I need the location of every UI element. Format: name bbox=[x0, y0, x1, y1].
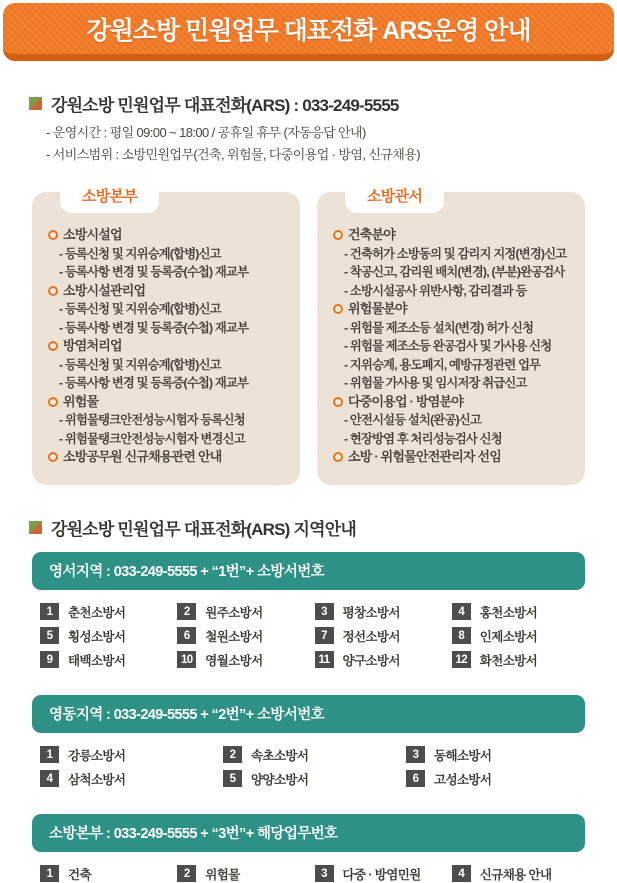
number-badge: 4 bbox=[452, 865, 471, 882]
bullet-ring-icon bbox=[333, 397, 343, 407]
station-name: 신규채용 안내 bbox=[479, 867, 552, 882]
ars-section-title-row bbox=[29, 91, 617, 116]
station-name: 양양소방서 bbox=[251, 772, 309, 787]
number-badge: 11 bbox=[315, 651, 334, 668]
station-entry bbox=[315, 627, 452, 645]
station-name: 양구소방서 bbox=[342, 653, 400, 668]
station-name: 태백소방서 bbox=[68, 653, 126, 668]
region-bar: 영서지역 : 033-249-5555 + “1번”+ 소방서번호 bbox=[32, 552, 585, 590]
station-entry bbox=[452, 865, 589, 883]
number-badge: 2 bbox=[223, 746, 242, 763]
station-entry bbox=[315, 865, 452, 883]
station-entry bbox=[315, 651, 452, 669]
number-badge: 12 bbox=[452, 651, 471, 668]
station-name: 다중 · 방염민원 bbox=[342, 867, 421, 882]
station-entry bbox=[40, 865, 177, 883]
category-label: 다중이용업 · 방염분야 bbox=[348, 393, 463, 409]
menu-item: - 등록사항 변경 및 등록증(수첩) 재교부 bbox=[59, 320, 249, 335]
station-name: 인제소방서 bbox=[479, 629, 538, 644]
menu-item: - 착공신고, 감리원 배치(변경), (부분)완공검사 bbox=[344, 265, 565, 279]
number-badge: 8 bbox=[452, 627, 471, 644]
station-name: 정선소방서 bbox=[342, 629, 400, 644]
square-bullet-icon bbox=[29, 521, 42, 534]
category-row bbox=[48, 282, 288, 301]
menu-item: - 위험물탱크안전성능시험자 등록신청 bbox=[59, 413, 245, 427]
station-entry bbox=[177, 627, 314, 645]
station-grid bbox=[40, 746, 589, 788]
menu-box bbox=[317, 188, 585, 485]
category-label: 건축분야 bbox=[348, 227, 396, 242]
number-badge: 3 bbox=[315, 603, 334, 620]
category-label: 소방시설업 bbox=[63, 227, 122, 242]
number-badge: 7 bbox=[315, 627, 334, 644]
region-block bbox=[0, 814, 617, 883]
station-name: 삼척소방서 bbox=[68, 772, 126, 787]
bullet-ring-icon bbox=[48, 452, 58, 462]
regions bbox=[0, 552, 617, 883]
category-row bbox=[48, 448, 288, 467]
station-name: 화천소방서 bbox=[479, 653, 538, 668]
region-block bbox=[0, 552, 617, 669]
number-badge: 1 bbox=[40, 603, 59, 620]
page-banner bbox=[3, 3, 614, 61]
number-badge: 10 bbox=[177, 651, 196, 668]
category-row bbox=[48, 226, 288, 245]
category-label: 방염처리업 bbox=[63, 338, 122, 353]
ars-section-title: 강원소방 민원업무 대표전화(ARS) : 033-249-5555 bbox=[51, 96, 399, 115]
menu-item: - 등록신청 및 지위승계(합병)신고 bbox=[59, 357, 221, 372]
station-name: 건축 bbox=[68, 867, 91, 882]
category-label: 소방공무원 신규채용관련 안내 bbox=[63, 449, 222, 464]
number-badge: 9 bbox=[40, 651, 59, 668]
menu-item: - 등록신청 및 지위승계(합병)신고 bbox=[59, 246, 221, 261]
number-badge: 5 bbox=[223, 770, 242, 787]
station-entry bbox=[40, 770, 223, 788]
ars-details bbox=[46, 122, 617, 166]
station-entry bbox=[452, 627, 589, 645]
menu-item: - 위험물탱크안전성능시험자 변경신고 bbox=[59, 431, 245, 446]
menu-item: - 위험물 제조소등 설치(변경) 허가 신청 bbox=[344, 320, 534, 335]
menu-item: - 위험물 제조소등 완공검사 및 가사용 신청 bbox=[344, 339, 552, 353]
bullet-ring-icon bbox=[48, 341, 58, 351]
bullet-ring-icon bbox=[48, 230, 58, 240]
station-name: 횡성소방서 bbox=[68, 629, 126, 644]
station-entry bbox=[406, 746, 589, 764]
menu-item: - 안전시설등 설치(완공)신고 bbox=[344, 413, 481, 427]
category-row bbox=[48, 337, 288, 356]
station-name: 춘천소방서 bbox=[68, 605, 126, 620]
ars-scope-line: - 서비스범위 : 소방민원업무(건축, 위험물, 다중이용업 · 방염, 신규채용) bbox=[46, 147, 420, 162]
station-name: 영월소방서 bbox=[205, 653, 263, 668]
number-badge: 3 bbox=[406, 746, 425, 763]
number-badge: 1 bbox=[40, 746, 59, 763]
region-bar: 소방본부 : 033-249-5555 + “3번”+ 해당업무번호 bbox=[32, 814, 585, 852]
square-bullet-icon bbox=[29, 97, 42, 110]
region-section-title: 강원소방 민원업무 대표전화(ARS) 지역안내 bbox=[51, 519, 356, 539]
menu-item: - 등록신청 및 지위승계(합병)신고 bbox=[59, 302, 221, 316]
banner-title: 강원소방 민원업무 대표전화 ARS운영 안내 bbox=[86, 16, 531, 45]
region-bar: 영동지역 : 033-249-5555 + “2번”+ 소방서번호 bbox=[32, 695, 585, 733]
station-name: 평창소방서 bbox=[342, 605, 400, 620]
station-grid bbox=[40, 865, 589, 883]
station-entry bbox=[177, 651, 314, 669]
menu-item: - 등록사항 변경 및 등록증(수첩) 재교부 bbox=[59, 376, 249, 390]
station-entry bbox=[452, 603, 589, 621]
station-name: 철원소방서 bbox=[205, 629, 263, 644]
number-badge: 1 bbox=[40, 865, 59, 882]
menu-item: - 현장방염 후 처리성능검사 신청 bbox=[344, 431, 502, 446]
region-block bbox=[0, 695, 617, 788]
station-entry bbox=[40, 603, 177, 621]
station-entry bbox=[315, 603, 452, 621]
number-badge: 4 bbox=[452, 603, 471, 620]
station-name: 위험물 bbox=[205, 867, 240, 882]
category-row bbox=[333, 393, 573, 412]
station-name: 홍천소방서 bbox=[479, 605, 538, 620]
category-row bbox=[48, 393, 288, 412]
station-entry bbox=[452, 651, 589, 669]
menu-item: - 위험물 가사용 및 임시저장 취급신고 bbox=[344, 376, 527, 390]
box-tab: 소방관서 bbox=[345, 179, 444, 213]
region-section-title-row bbox=[29, 515, 617, 540]
station-entry bbox=[223, 746, 406, 764]
number-badge: 3 bbox=[315, 865, 334, 882]
menu-item: - 소방시설공사 위반사항, 감리결과 등 bbox=[344, 283, 527, 298]
category-label: 위험물분야 bbox=[348, 301, 407, 316]
category-label: 소방시설관리업 bbox=[63, 282, 146, 298]
station-name: 고성소방서 bbox=[434, 772, 492, 787]
bullet-ring-icon bbox=[48, 397, 58, 407]
number-badge: 5 bbox=[40, 627, 59, 644]
station-name: 속초소방서 bbox=[251, 748, 309, 763]
number-badge: 4 bbox=[40, 770, 59, 787]
menu-item: - 건축허가 소방동의 및 감리지 지정(변경)신고 bbox=[344, 246, 567, 261]
station-name: 원주소방서 bbox=[205, 605, 263, 620]
menu-item: - 지위승계, 용도폐지, 예방규정관련 업무 bbox=[344, 357, 541, 372]
number-badge: 2 bbox=[177, 603, 196, 620]
bullet-ring-icon bbox=[48, 286, 58, 296]
station-name: 강릉소방서 bbox=[68, 748, 126, 763]
category-row bbox=[333, 448, 573, 467]
menu-item: - 등록사항 변경 및 등록증(수첩) 재교부 bbox=[59, 265, 249, 279]
station-grid bbox=[40, 603, 589, 669]
station-entry bbox=[177, 865, 314, 883]
station-entry bbox=[40, 627, 177, 645]
bullet-ring-icon bbox=[333, 452, 343, 462]
bullet-ring-icon bbox=[333, 304, 343, 314]
number-badge: 6 bbox=[177, 627, 196, 644]
category-label: 소방 · 위험물안전관리자 선임 bbox=[348, 449, 502, 464]
station-entry bbox=[40, 746, 223, 764]
menu-boxes bbox=[32, 188, 585, 485]
station-entry bbox=[406, 770, 589, 788]
ars-hours-line: - 운영시간 : 평일 09:00 ~ 18:00 / 공휴일 휴무 (자동응답 안내) bbox=[46, 125, 366, 140]
station-entry bbox=[223, 770, 406, 788]
box-tab: 소방본부 bbox=[60, 179, 159, 213]
category-row bbox=[333, 226, 573, 245]
category-label: 위험물 bbox=[63, 393, 99, 409]
number-badge: 2 bbox=[177, 865, 196, 882]
category-row bbox=[333, 300, 573, 319]
bullet-ring-icon bbox=[333, 230, 343, 240]
number-badge: 6 bbox=[406, 770, 425, 787]
station-entry bbox=[40, 651, 177, 669]
menu-box bbox=[32, 188, 300, 485]
station-name: 동해소방서 bbox=[434, 748, 492, 763]
station-entry bbox=[177, 603, 314, 621]
